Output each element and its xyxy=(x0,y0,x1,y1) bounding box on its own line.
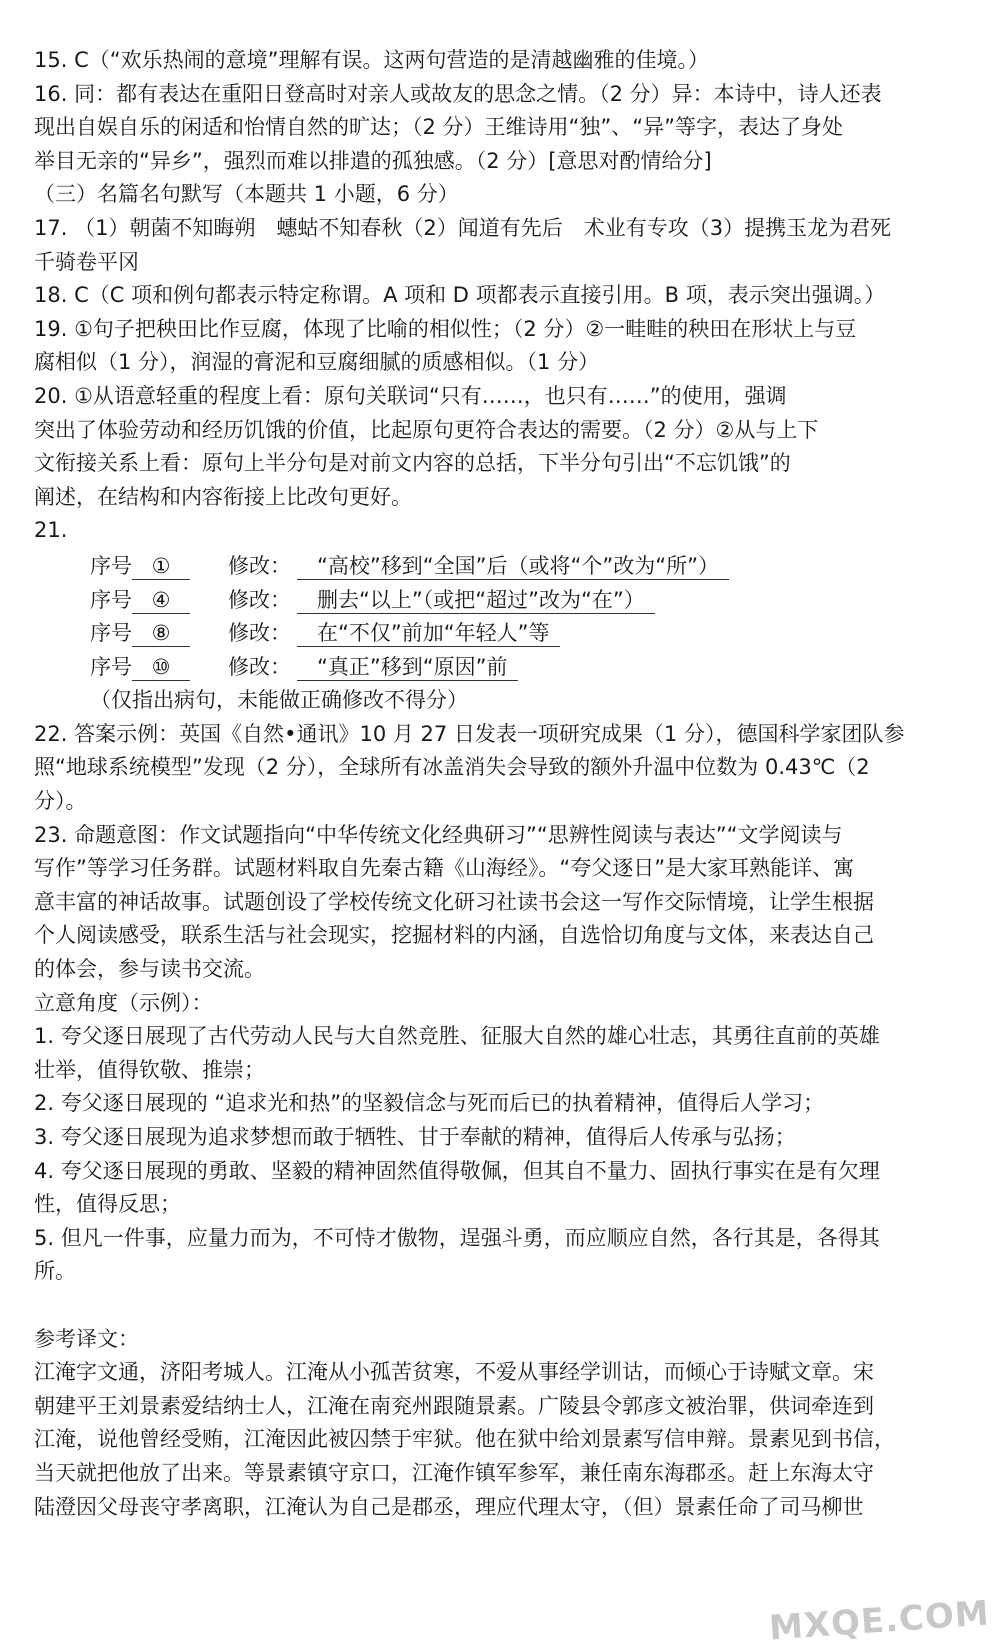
site-watermark: MXQE.COM xyxy=(768,1593,992,1649)
answer-q20-line1: 20. ①从语意轻重的程度上看：原句关联词“只有……，也只有……”的使用，强调 xyxy=(34,383,787,408)
row-number-label: 序号 xyxy=(90,621,132,646)
row-fix-value: “高校”移到“全国”后（或将“个”改为“所”） xyxy=(297,553,729,580)
translation-line4: 当天就把他放了出来。等景素镇守京口，江淹作镇军参军，兼任南东海郡丞。赶上东海太守 xyxy=(34,1460,874,1485)
answer-q23-line3: 意丰富的神话故事。试题创设了学校传统文化研习社读书会这一写作交际情境，让学生根据 xyxy=(34,889,874,914)
row-number-label: 序号 xyxy=(90,553,132,578)
answer-q18: 18. C（C 项和例句都表示特定称谓。A 项和 D 项都表示直接引用。B 项，表示突出强调。） xyxy=(34,283,886,308)
answer-q16-line3: 举目无亲的“异乡”，强烈而难以排遣的孤独感。（2 分）[意思对酌情给分] xyxy=(34,148,712,173)
answer-q22-line2: 照“地球系统模型”发现（2 分），全球所有冰盖消失会导致的额外升温中位数为 0.43℃（2 xyxy=(34,755,870,780)
table-row xyxy=(90,584,964,618)
table-row xyxy=(90,651,964,685)
row-fix-value: “真正”移到“原因”前 xyxy=(297,654,518,681)
translation-line5: 陆澄因父母丧守孝离职，江淹认为自己是郡丞，理应代理太守，（但）景素任命了司马柳世 xyxy=(34,1494,864,1519)
row-fix-label: 修改： xyxy=(228,587,291,612)
translation-heading: 参考译文： xyxy=(34,1326,139,1351)
angle-3: 3. 夸父逐日展现为追求梦想而敢于牺牲、甘于奉献的精神，值得后人传承与弘扬； xyxy=(34,1125,796,1149)
angle-5-line1: 5. 但凡一件事，应量力而为，不可恃才傲物，逞强斗勇，而应顺应自然，各行其是，各得其 xyxy=(34,1225,880,1250)
q21-grading-note: （仅指出病句，未能做正确修改不得分） xyxy=(90,688,468,713)
row-fix-value: 删去“以上”（或把“超过”改为“在”） xyxy=(297,587,655,614)
angle-heading: 立意角度（示例）： xyxy=(34,990,213,1015)
translation-line2: 朝建平王刘景素爱结纳士人，江淹在南兖州跟随景素。广陵县令郭彦文被治罪，供词牵连到 xyxy=(34,1393,874,1418)
row-fix-label: 修改： xyxy=(228,621,291,646)
blank-spacer xyxy=(34,1289,964,1323)
angle-5-line2: 所。 xyxy=(34,1259,76,1284)
answer-q21-number: 21. xyxy=(34,518,68,543)
angle-4-line2: 性，值得反思； xyxy=(34,1192,181,1217)
answer-q15: 15. C（“欢乐热闹的意境”理解有误。这两句营造的是清越幽雅的佳境。） xyxy=(34,48,709,72)
table-row xyxy=(90,617,964,651)
angle-1-line2: 壮举，值得钦敬、推崇； xyxy=(34,1057,265,1082)
answer-q17-line1: 17. （1）朝菌不知晦朔 蟪蛄不知春秋（2）闻道有先后 术业有专攻（3）提携玉龙为君死 xyxy=(34,215,892,240)
row-number-value: ⑧ xyxy=(132,620,190,647)
row-fix-label: 修改： xyxy=(228,654,291,679)
answer-q22-line1: 22. 答案示例：英国《自然•通讯》10 月 27 日发表一项研究成果（1 分），德国科学家团队参 xyxy=(34,721,905,746)
row-number-label: 序号 xyxy=(90,587,132,612)
row-number-value: ④ xyxy=(132,587,190,614)
answer-q22-line3: 分）。 xyxy=(34,789,87,814)
answer-sheet xyxy=(34,44,964,1524)
answer-q16-line2: 现出自娱自乐的闲适和怡情自然的旷达；（2 分）王维诗用“独”、“异”等字，表达了身处 xyxy=(34,115,844,140)
answer-q23-line4: 个人阅读感受，联系生活与社会现实，挖掘材料的内涵，自选恰切角度与文体，来表达自己 xyxy=(34,923,874,948)
table-row xyxy=(90,550,964,584)
answer-q19-line2: 腐相似（1 分），润湿的膏泥和豆腐细腻的质感相似。（1 分） xyxy=(34,350,600,375)
translation-line1: 江淹字文通，济阳考城人。江淹从小孤苦贫寒，不爱从事经学训诂，而倾心于诗赋文章。宋 xyxy=(34,1360,874,1385)
angle-1-line1: 1. 夸父逐日展现了古代劳动人民与大自然竞胜、征服大自然的雄心壮志，其勇往直前的英雄 xyxy=(34,1024,880,1049)
angle-4-line1: 4. 夸父逐日展现的勇敢、坚毅的精神固然值得敬佩，但其自不量力、固执行事实在是有欠理 xyxy=(34,1158,880,1183)
row-number-value: ⑩ xyxy=(132,654,190,681)
row-fix-label: 修改： xyxy=(228,553,291,578)
angle-2: 2. 夸父逐日展现的 “追求光和热”的坚毅信念与死而后已的执着精神，值得后人学习； xyxy=(34,1091,825,1116)
row-fix-value: 在“不仅”前加“年轻人”等 xyxy=(297,620,560,647)
q21-correction-table xyxy=(90,550,964,684)
answer-q16-line1: 16. 同：都有表达在重阳日登高时对亲人或故友的思念之情。（2 分）异：本诗中，诗人还表 xyxy=(34,81,882,106)
answer-q17-line2: 千骑卷平冈 xyxy=(34,249,139,274)
answer-q20-line3: 文衔接关系上看：原句上半分句是对前文内容的总括，下半分句引出“不忘饥饿”的 xyxy=(34,451,791,476)
translation-line3: 江淹，说他曾经受贿，江淹因此被囚禁于牢狱。他在狱中给刘景素写信申辩。景素见到书信， xyxy=(34,1427,895,1452)
answer-q20-line4: 阐述，在结构和内容衔接上比改句更好。 xyxy=(34,484,412,509)
row-number-value: ① xyxy=(132,553,190,580)
answer-q23-line1: 23. 命题意图：作文试题指向“中华传统文化经典研习”“思辨性阅读与表达”“文学阅读与 xyxy=(34,822,843,847)
answer-q23-line2: 写作”等学习任务群。试题材料取自先秦古籍《山海经》。“夸父逐日”是大家耳熟能详、寓 xyxy=(34,856,855,881)
section-heading-3: （三）名篇名句默写（本题共 1 小题，6 分） xyxy=(34,182,459,207)
answer-q20-line2: 突出了体验劳动和经历饥饿的价值，比起原句更符合表达的需要。（2 分）②从与上下 xyxy=(34,417,819,442)
answer-q23-line5: 的体会，参与读书交流。 xyxy=(34,957,265,982)
answer-q19-line1: 19. ①句子把秧田比作豆腐，体现了比喻的相似性；（2 分）②一畦畦的秧田在形状上与豆 xyxy=(34,316,857,341)
row-number-label: 序号 xyxy=(90,654,132,679)
